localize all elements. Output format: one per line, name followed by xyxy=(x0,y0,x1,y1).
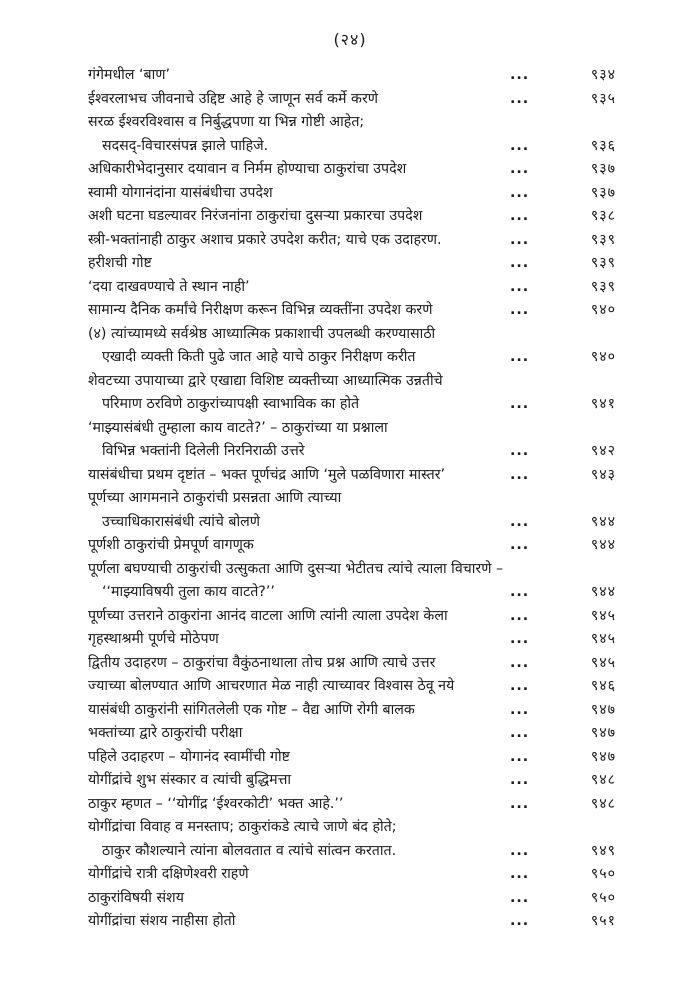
toc-entry-leader: ... xyxy=(510,231,530,248)
toc-entry xyxy=(88,252,616,276)
toc-entry-title: पूर्णच्या उत्तराने ठाकुरांना आनंद वाटला आणि त्यांनी त्याला उपदेश केला xyxy=(88,607,448,624)
toc-entry-page-number: ९४७ xyxy=(590,748,616,765)
toc-entry-title: ‘‘माझ्याविषयी तुला काय वाटते?’’ xyxy=(102,584,275,600)
toc-entry-leader: ... xyxy=(510,278,530,295)
toc-entry xyxy=(88,182,616,206)
toc-entry-title: योगींद्रांचा संशय नाहीसा होतो xyxy=(88,913,236,929)
toc-entry-title: योगींद्रांचे रात्री दक्षिणेश्वरी राहणे xyxy=(88,866,249,882)
toc-entry-leader: ... xyxy=(510,302,530,318)
toc-entry-leader: ... xyxy=(510,607,530,624)
toc-entry xyxy=(88,793,616,817)
toc-entry xyxy=(88,605,616,629)
toc-entry xyxy=(88,417,616,441)
toc-entry-page-number: ९४६ xyxy=(590,678,616,694)
toc-entry-title: सदसद्-विचारसंपन्न झाले पाहिजे. xyxy=(102,137,269,154)
toc-entry-page-number: ९५१ xyxy=(590,913,616,929)
toc-entry-leader: ... xyxy=(510,443,530,459)
toc-entry xyxy=(88,299,616,323)
toc-entry xyxy=(88,652,616,676)
toc-entry xyxy=(88,276,616,300)
toc-entry xyxy=(88,64,616,88)
toc-entry xyxy=(88,675,616,699)
toc-entry xyxy=(88,840,616,864)
toc-entry-title: उच्चाधिकारासंबंधी त्यांचे बोलणे xyxy=(102,513,261,530)
toc-entry-leader: ... xyxy=(510,654,530,671)
toc-entry-title: यासंबंधी ठाकुरांनी सांगितलेली एक गोष्ट – वैद्य आणि रोगी बालक xyxy=(88,701,415,718)
toc-entry-title: हरीशची गोष्ट xyxy=(88,255,152,271)
toc-entry-title: ज्याच्या बोलण्यात आणि आचरणात मेळ नाही त्याच्यावर विश्वास ठेवू नये xyxy=(88,678,455,694)
toc-entry xyxy=(88,135,616,159)
toc-entry-page-number: ९४५ xyxy=(590,607,616,624)
toc-entry-title: स्वामी योगानंदांना यासंबंधीचा उपदेश xyxy=(88,184,273,201)
toc-entry-title: गृहस्थाश्रमी पूर्णचे मोठेपण xyxy=(88,631,219,647)
toc-entry-leader: ... xyxy=(510,349,530,365)
toc-entry-leader: ... xyxy=(510,466,530,483)
toc-entry-page-number: ९४७ xyxy=(590,701,616,718)
toc-entry-title: सामान्य दैनिक कर्मांचे निरीक्षण करून विभिन्न व्यक्तींना उपदेश करणे xyxy=(88,302,433,318)
toc-entry-title: शेवटच्या उपायाच्या द्वारे एखाद्या विशिष्ट व्यक्तीच्या आध्यात्मिक उन्नतीचे xyxy=(88,372,443,389)
toc-entry-title: ‘दया दाखवण्याचे ते स्थान नाही’ xyxy=(88,278,250,295)
toc-entry-title: (४) त्यांच्यामध्ये सर्वश्रेष्ठ आध्यात्मिक प्रकाशाची उपलब्धी करण्यासाठी xyxy=(88,325,436,342)
toc-entry-page-number: ९४३ xyxy=(590,466,616,483)
toc-entry xyxy=(88,346,616,370)
toc-entry-leader: ... xyxy=(510,137,530,154)
toc-entry-page-number: ९४२ xyxy=(590,443,616,459)
toc-entry-title: भक्तांच्या द्वारे ठाकुरांची परीक्षा xyxy=(88,725,243,741)
toc-entry-title: स्त्री-भक्तांनाही ठाकुर अशाच प्रकारे उपदेश करीत; याचे एक उदाहरण. xyxy=(88,231,442,248)
toc-entry xyxy=(88,205,616,229)
toc-entry xyxy=(88,910,616,934)
toc-entry xyxy=(88,887,616,911)
toc-entry xyxy=(88,863,616,887)
toc-entry xyxy=(88,628,616,652)
toc-entry-title: योगींद्रांचा विवाह व मनस्ताप; ठाकुरांकडे त्याचे जाणे बंद होते; xyxy=(88,819,397,835)
toc-entry-title: अशी घटना घडल्यावर निरंजनांना ठाकुरांचा दुसऱ्या प्रकारचा उपदेश xyxy=(88,208,423,224)
toc-entry-title: अधिकारीभेदानुसार दयावान व निर्मम होण्याचा ठाकुरांचा उपदेश xyxy=(88,161,407,177)
toc-entry-page-number: ९४४ xyxy=(590,513,616,530)
toc-entry-leader: ... xyxy=(510,513,530,530)
toc-entry-page-number: ९४८ xyxy=(590,795,616,812)
toc-entry-page-number: ९३६ xyxy=(590,137,616,154)
toc-entry xyxy=(88,88,616,112)
toc-entry-page-number: ९३९ xyxy=(590,255,616,271)
toc-entry-page-number: ९५० xyxy=(590,889,616,906)
toc-entry-leader: ... xyxy=(510,701,530,718)
toc-entry-page-number: ९४१ xyxy=(590,396,616,412)
toc-entry-title: यासंबंधीचा प्रथम दृष्टांत – भक्त पूर्णचंद्र आणि ‘मुले पळविणारा मास्तर’ xyxy=(88,466,446,483)
toc-entry-leader: ... xyxy=(510,67,530,83)
toc-entry-title: परिमाण ठरविणे ठाकुरांच्यापक्षी स्वाभाविक का होते xyxy=(102,396,360,412)
toc-entry-title: ठाकुर म्हणत – ‘‘योगींद्र ‘ईश्वरकोटी’ भक्त आहे.’’ xyxy=(88,795,344,812)
toc-entry xyxy=(88,487,616,511)
toc-entry-page-number: ९३९ xyxy=(590,278,616,295)
toc-entry-leader: ... xyxy=(510,255,530,271)
toc-entry-page-number: ९४७ xyxy=(590,725,616,741)
toc-entry-title: पूर्णला बघण्याची ठाकुरांची उत्सुकता आणि दुसऱ्या भेटीतच त्यांचे त्याला विचारणे – xyxy=(88,560,504,577)
toc-entry-title: ठाकुर कौशल्याने त्यांना बोलवतात व त्यांचे सांत्वन करतात. xyxy=(102,842,397,859)
toc-entry-leader: ... xyxy=(510,866,530,882)
toc-entry-title: सरळ ईश्वरविश्वास व निर्बुद्धपणा या भिन्न गोष्टी आहेत; xyxy=(88,114,365,130)
toc-entry xyxy=(88,229,616,253)
toc-entry xyxy=(88,534,616,558)
toc-entry-leader: ... xyxy=(510,889,530,906)
toc-entry xyxy=(88,464,616,488)
toc-entry-leader: ... xyxy=(510,537,530,553)
toc-entry-page-number: ९३७ xyxy=(590,184,616,201)
toc-entry-leader: ... xyxy=(510,678,530,694)
toc-entry xyxy=(88,558,616,582)
toc-entry-title: योगींद्रांचे शुभ संस्कार व त्यांची बुद्धिमत्ता xyxy=(88,772,292,788)
toc-entry-page-number: ९३८ xyxy=(590,208,616,224)
toc-entry-leader: ... xyxy=(510,913,530,929)
toc-entry xyxy=(88,370,616,394)
toc-entry-leader: ... xyxy=(510,631,530,647)
toc-entry-leader: ... xyxy=(510,184,530,201)
toc-entry-page-number: ९४८ xyxy=(590,772,616,788)
toc-entry xyxy=(88,746,616,770)
toc-entry-page-number: ९३५ xyxy=(590,90,616,107)
toc-entry-leader: ... xyxy=(510,772,530,788)
toc-entry-page-number: ९४९ xyxy=(590,842,616,859)
toc-entry-page-number: ९४४ xyxy=(590,537,616,553)
toc-entry-title: ईश्वरलाभच जीवनाचे उद्दिष्ट आहे हे जाणून सर्व कर्मे करणे xyxy=(88,90,379,107)
toc-entry xyxy=(88,722,616,746)
toc-entry-title: ठाकुरांविषयी संशय xyxy=(88,889,184,906)
toc-entry-title: ‘माझ्यासंबंधी तुम्हाला काय वाटते?’ – ठाकुरांच्या या प्रश्नाला xyxy=(88,419,388,436)
toc-entry-page-number: ९३७ xyxy=(590,161,616,177)
toc-entry-page-number: ९४० xyxy=(590,302,616,318)
toc-entry-title: पूर्णच्या आगमनाने ठाकुरांची प्रसन्नता आणि त्याच्या xyxy=(88,490,342,506)
toc-entry xyxy=(88,111,616,135)
toc-entry-page-number: ९५० xyxy=(590,866,616,882)
toc-entry xyxy=(88,323,616,347)
toc-entry-leader: ... xyxy=(510,842,530,859)
toc-entry xyxy=(88,511,616,535)
toc-entry-title: द्वितीय उदाहरण – ठाकुरांचा वैकुंठनाथाला तोच प्रश्न आणि त्याचे उत्तर xyxy=(88,654,436,671)
toc-entry xyxy=(88,393,616,417)
toc-entry-leader: ... xyxy=(510,90,530,107)
toc-entry-leader: ... xyxy=(510,161,530,177)
toc-entry-leader: ... xyxy=(510,584,530,600)
table-of-contents xyxy=(88,64,616,934)
toc-entry-page-number: ९३९ xyxy=(590,231,616,248)
toc-entry-leader: ... xyxy=(510,396,530,412)
toc-entry-title: गंगेमधील ‘बाण’ xyxy=(88,67,171,83)
toc-entry-page-number: ९४० xyxy=(590,349,616,365)
toc-entry-leader: ... xyxy=(510,795,530,812)
toc-entry xyxy=(88,158,616,182)
toc-entry xyxy=(88,581,616,605)
toc-entry-title: विभिन्न भक्तांनी दिलेली निरनिराळी उत्तरे xyxy=(102,443,305,459)
toc-entry-leader: ... xyxy=(510,748,530,765)
toc-entry-title: पहिले उदाहरण – योगानंद स्वामींची गोष्ट xyxy=(88,748,290,765)
toc-entry-page-number: ९४५ xyxy=(590,631,616,647)
toc-entry-title: पूर्णशी ठाकुरांची प्रेमपूर्ण वागणूक xyxy=(88,537,254,553)
toc-entry-leader: ... xyxy=(510,208,530,224)
toc-entry-leader: ... xyxy=(510,725,530,741)
page-number: (२४) xyxy=(333,30,367,49)
toc-entry xyxy=(88,440,616,464)
toc-entry-page-number: ९३४ xyxy=(590,67,616,83)
toc-entry xyxy=(88,699,616,723)
toc-entry-page-number: ९४५ xyxy=(590,654,616,671)
toc-entry-page-number: ९४४ xyxy=(590,584,616,600)
toc-entry xyxy=(88,816,616,840)
toc-entry xyxy=(88,769,616,793)
toc-entry-title: एखादी व्यक्ती किती पुढे जात आहे याचे ठाकुर निरीक्षण करीत xyxy=(102,349,416,365)
